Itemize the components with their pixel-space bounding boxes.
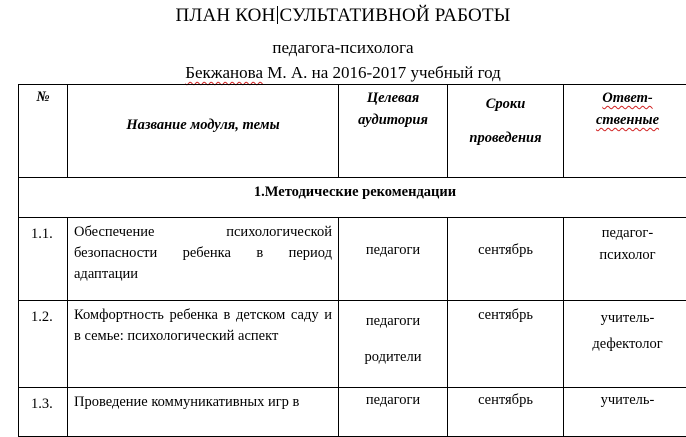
title-part1: ПЛАН КОН — [175, 5, 275, 26]
row-audience-value: педагоги — [339, 303, 447, 339]
table-row — [19, 388, 686, 437]
row-date — [448, 218, 564, 301]
row-topic: Обеспечение психологической безопасности ребенка в период адаптации — [68, 218, 339, 301]
row-number: 1.2. — [19, 301, 68, 388]
document-subtitle: педагога-психолога — [0, 38, 686, 58]
author-line-rest: М. А. на 2016-2017 учебный год — [263, 63, 501, 82]
row-topic: Проведение коммуникативных игр в — [68, 388, 339, 437]
row-resp-line2: дефектолог — [564, 331, 686, 357]
table-row — [19, 218, 686, 301]
header-date-line1: Сроки — [448, 87, 563, 121]
header-date-line2: проведения — [448, 121, 563, 155]
header-date — [448, 85, 564, 178]
section-row — [19, 178, 686, 218]
author-surname: Бекжанова — [185, 63, 263, 82]
row-responsible — [564, 301, 686, 388]
table-header-row — [19, 85, 686, 178]
row-date — [448, 301, 564, 388]
row-audience — [339, 388, 448, 437]
title-part2: СУЛЬТАТИВНОЙ РАБОТЫ — [279, 5, 510, 26]
row-number: 1.3. — [19, 388, 68, 437]
row-date — [448, 388, 564, 437]
row-resp-line2: психолог — [564, 244, 686, 266]
header-number — [19, 85, 68, 178]
row-date-value: сентябрь — [448, 218, 563, 259]
row-audience — [339, 301, 448, 388]
row-audience-value: педагоги — [339, 388, 447, 409]
header-name-text: Название модуля, темы — [68, 85, 338, 134]
header-audience-line1: Целевая — [339, 87, 447, 109]
row-audience-value: педагоги — [339, 218, 447, 259]
document-author-line — [0, 63, 686, 83]
header-name — [68, 85, 339, 178]
row-resp-line1: педагог- — [564, 222, 686, 244]
row-resp-line1: учитель- — [564, 388, 686, 409]
header-responsible — [564, 85, 686, 178]
row-date-value: сентябрь — [448, 388, 563, 409]
header-audience — [339, 85, 448, 178]
row-audience-value: родители — [339, 339, 447, 375]
section-title: 1.Методические рекомендации — [19, 178, 686, 218]
row-topic: Комфортность ребенка в детском саду и в семье: психологический аспект — [68, 301, 339, 388]
document-title — [0, 5, 686, 27]
header-audience-line2: аудитория — [339, 109, 447, 131]
row-number: 1.1. — [19, 218, 68, 301]
table-row — [19, 301, 686, 388]
consultation-plan-table — [18, 84, 686, 437]
row-responsible — [564, 218, 686, 301]
header-resp-line2: ственные — [564, 109, 686, 131]
row-date-value: сентябрь — [448, 301, 563, 324]
header-resp-line1: Ответ- — [564, 87, 686, 109]
row-resp-line1: учитель- — [564, 305, 686, 331]
header-number-text: № — [19, 85, 67, 106]
row-responsible — [564, 388, 686, 437]
row-audience — [339, 218, 448, 301]
